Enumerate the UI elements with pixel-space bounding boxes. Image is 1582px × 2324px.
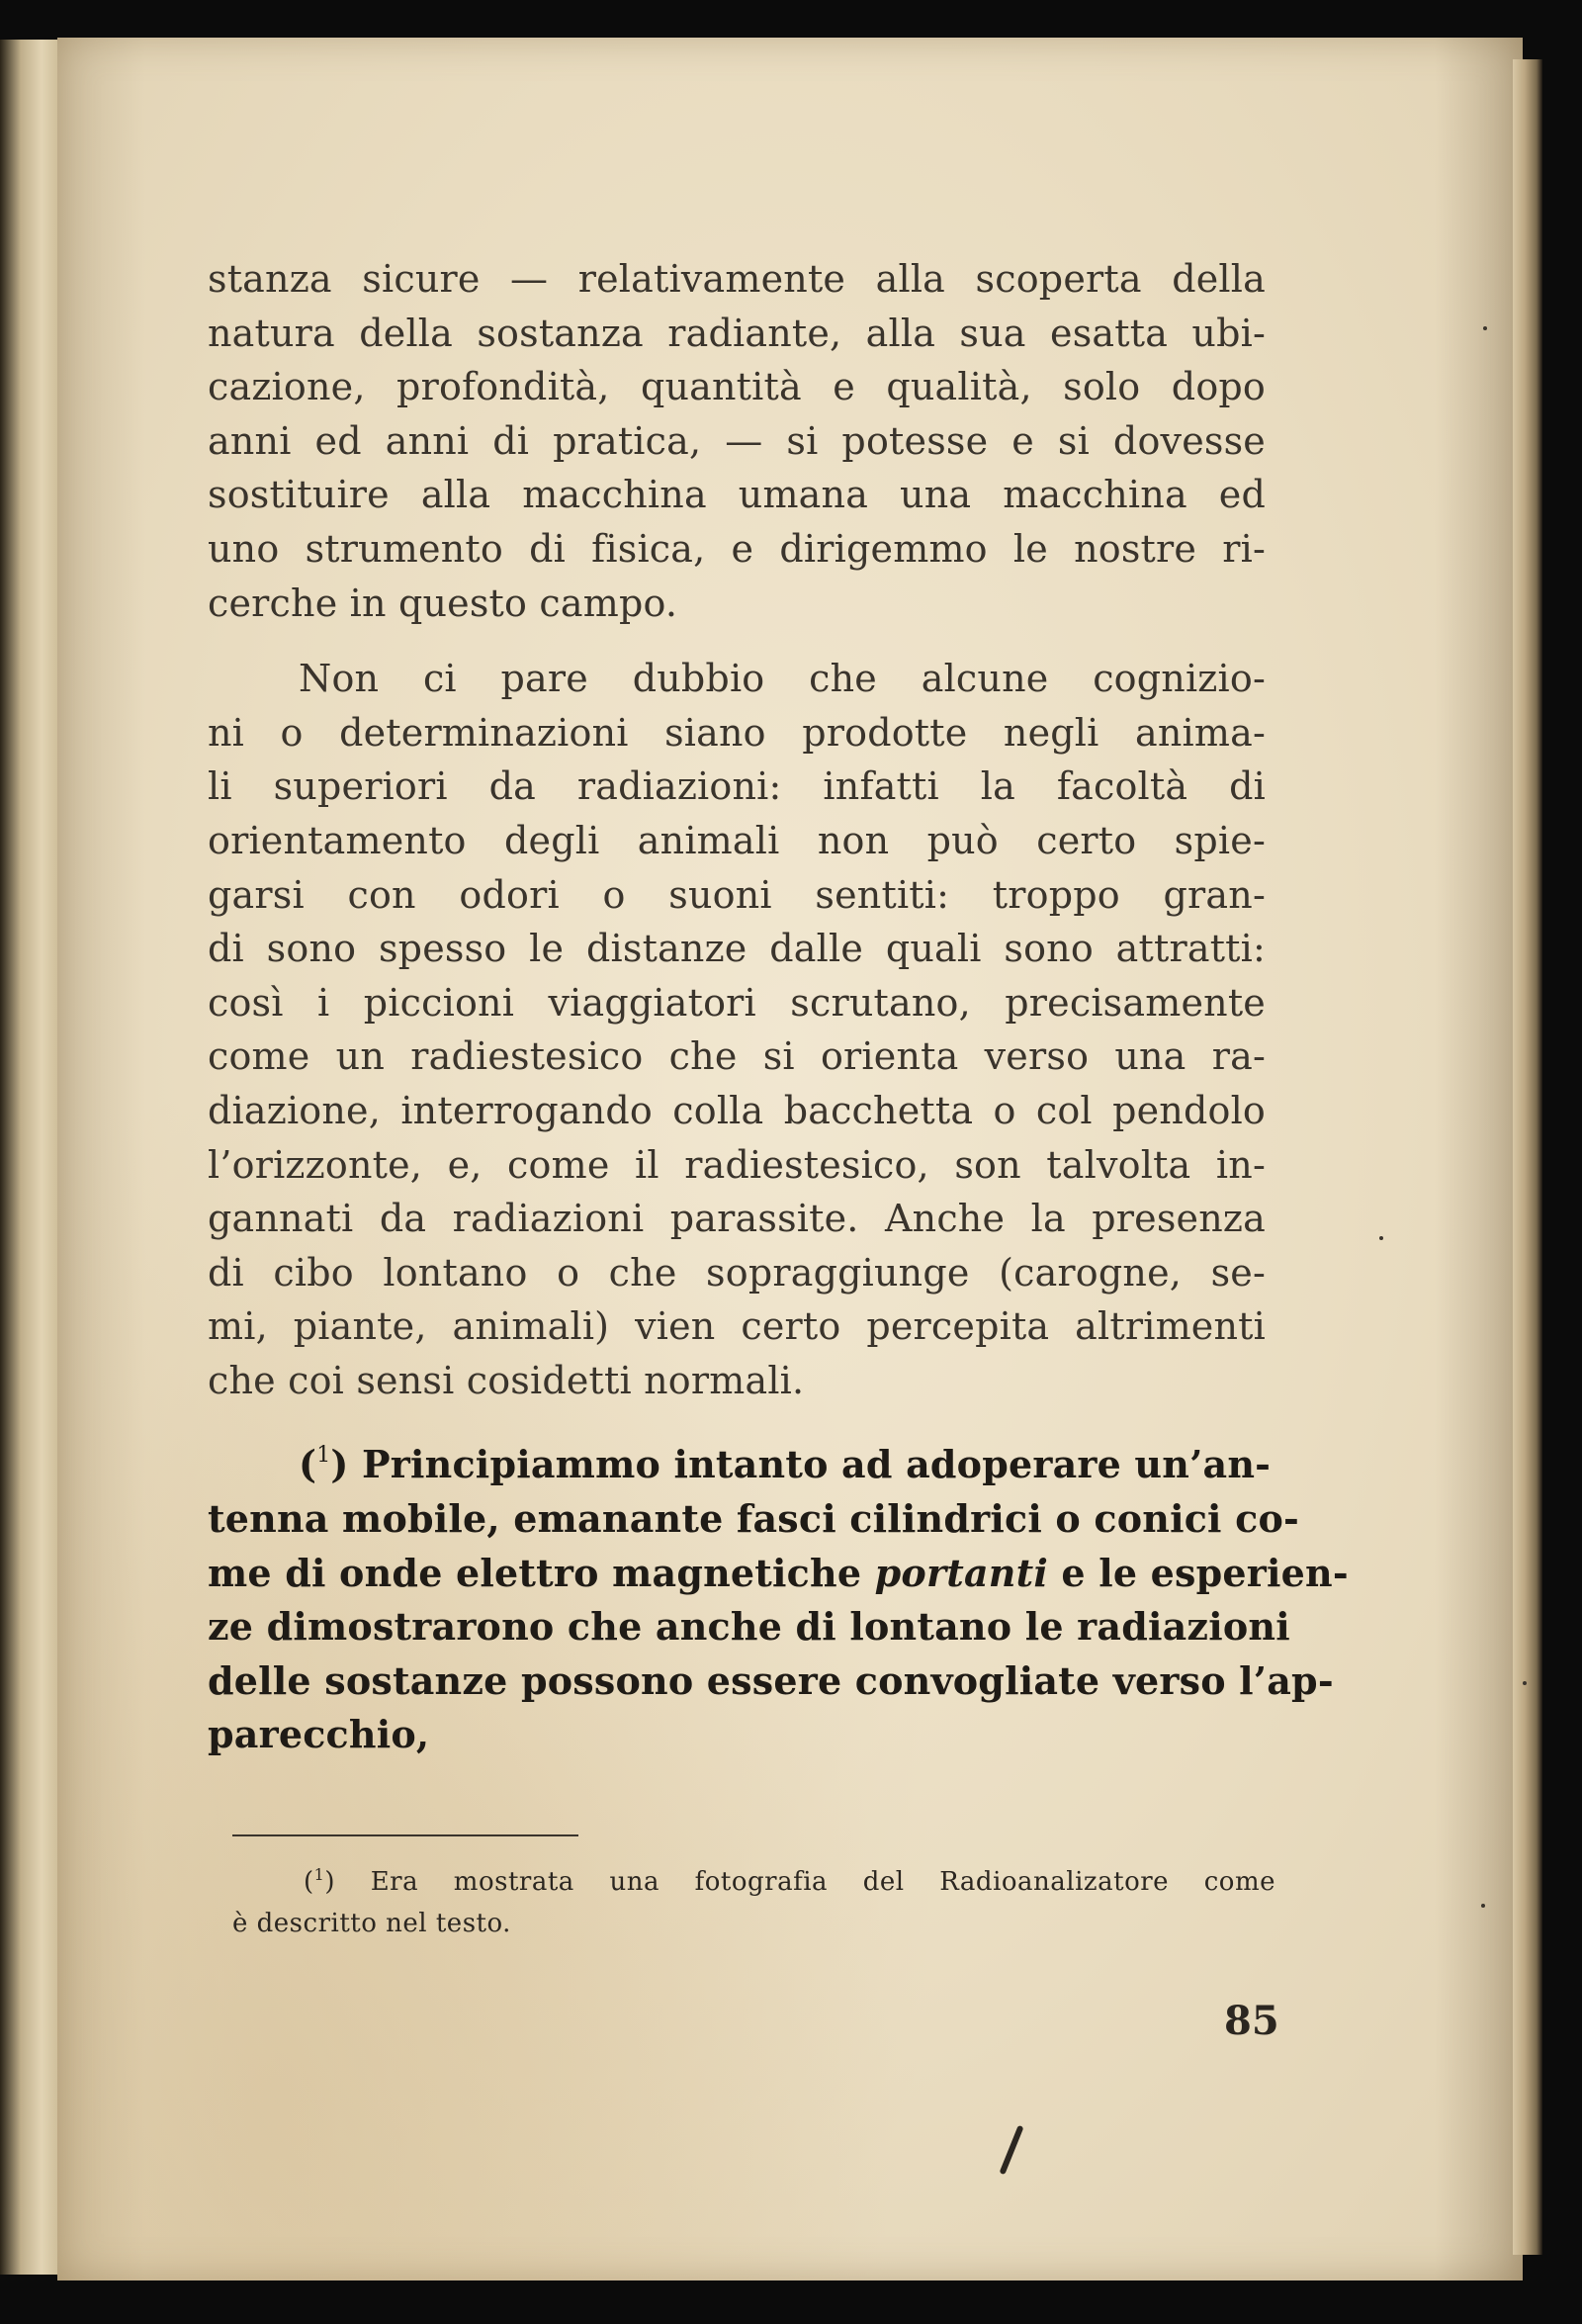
text-line <box>208 1429 1272 1492</box>
text-line: orientamento degli animali non può certo spie- <box>208 818 1266 862</box>
text-line: uno strumento di fisica, e dirigemmo le nostre ri- <box>208 526 1266 571</box>
speck <box>1379 1236 1383 1240</box>
footnote-divider <box>232 1834 578 1836</box>
text-line: che coi sensi cosidetti normali. <box>208 1358 805 1402</box>
text-line: stanza sicure — relativamente alla scoperta della <box>208 257 1266 301</box>
close-paren: ) <box>330 1442 349 1487</box>
text-line: anni ed anni di pratica, — si potesse e si dovesse <box>208 418 1266 463</box>
footnote-marker: 1 <box>316 1443 331 1469</box>
text-line: di cibo lontano o che sopraggiunge (carogne, se- <box>208 1250 1266 1295</box>
speck <box>1483 326 1487 330</box>
body-text <box>208 252 1349 1762</box>
open-paren: ( <box>304 1867 314 1897</box>
text-line: garsi con odori o suoni sentiti: troppo gran- <box>208 872 1266 917</box>
footnote-line: è descritto nel testo. <box>232 1909 511 1938</box>
left-page-edge <box>0 40 59 2275</box>
close-paren: ) <box>324 1867 335 1897</box>
paragraph-3 <box>208 1429 1349 1762</box>
speck <box>1523 1681 1527 1685</box>
paragraph-2 <box>208 652 1266 1407</box>
text-line: cerche in questo campo. <box>208 581 678 625</box>
page-number: 85 <box>1224 1998 1279 2044</box>
footnote-marker: 1 <box>313 1865 325 1884</box>
text-line: Non ci pare dubbio che alcune cognizio- <box>299 657 1266 701</box>
text-line: li superiori da radiazioni: infatti la facoltà di <box>208 764 1266 809</box>
footnote <box>232 1854 1275 1944</box>
footnote-line <box>232 1854 1275 1903</box>
right-page-edge <box>1513 59 1542 2255</box>
paragraph-1 <box>208 252 1266 630</box>
footnote-text: Era mostrata una fotografia del Radioanalizatore come <box>335 1867 1275 1897</box>
text-line <box>208 1547 1349 1601</box>
text-line: ni o determinazioni siano prodotte negli anima- <box>208 710 1266 755</box>
text-line: delle sostanze possono essere convogliate verso l’ap- <box>208 1657 1334 1703</box>
line-text: Principiammo intanto ad adoperare un’an- <box>362 1442 1272 1487</box>
text-line: natura della sostanza radiante, alla sua esatta ubi- <box>208 311 1266 355</box>
line-text: e le esperien- <box>1047 1550 1349 1595</box>
text-line: mi, piante, animali) vien certo percepita altrimenti <box>208 1304 1266 1349</box>
text-line: ze dimostrarono che anche di lontano le radiazioni <box>208 1604 1290 1650</box>
open-paren: ( <box>299 1442 317 1487</box>
text-line: così i piccioni viaggiatori scrutano, precisamente <box>208 980 1266 1025</box>
text-line: di sono spesso le distanze dalle quali sono attratti: <box>208 927 1266 971</box>
text-line: sostituire alla macchina umana una macchina ed <box>208 473 1266 517</box>
text-line: tenna mobile, emanante fasci cilindrici o conici co- <box>208 1496 1299 1542</box>
text-line: parecchio, <box>208 1712 430 1757</box>
italic-word: portanti <box>874 1550 1048 1595</box>
text-line: cazione, profondità, quantità e qualità, solo dopo <box>208 365 1266 409</box>
text-line: come un radiestesico che si orienta verso una ra- <box>208 1034 1266 1079</box>
speck <box>1481 1904 1485 1908</box>
text-line: l’orizzonte, e, come il radiestesico, son talvolta in- <box>208 1142 1266 1187</box>
text-line: gannati da radiazioni parassite. Anche la presenza <box>208 1197 1266 1241</box>
line-text: me di onde elettro magnetiche <box>208 1550 875 1595</box>
text-line: diazione, interrogando colla bacchetta o col pendolo <box>208 1088 1266 1132</box>
